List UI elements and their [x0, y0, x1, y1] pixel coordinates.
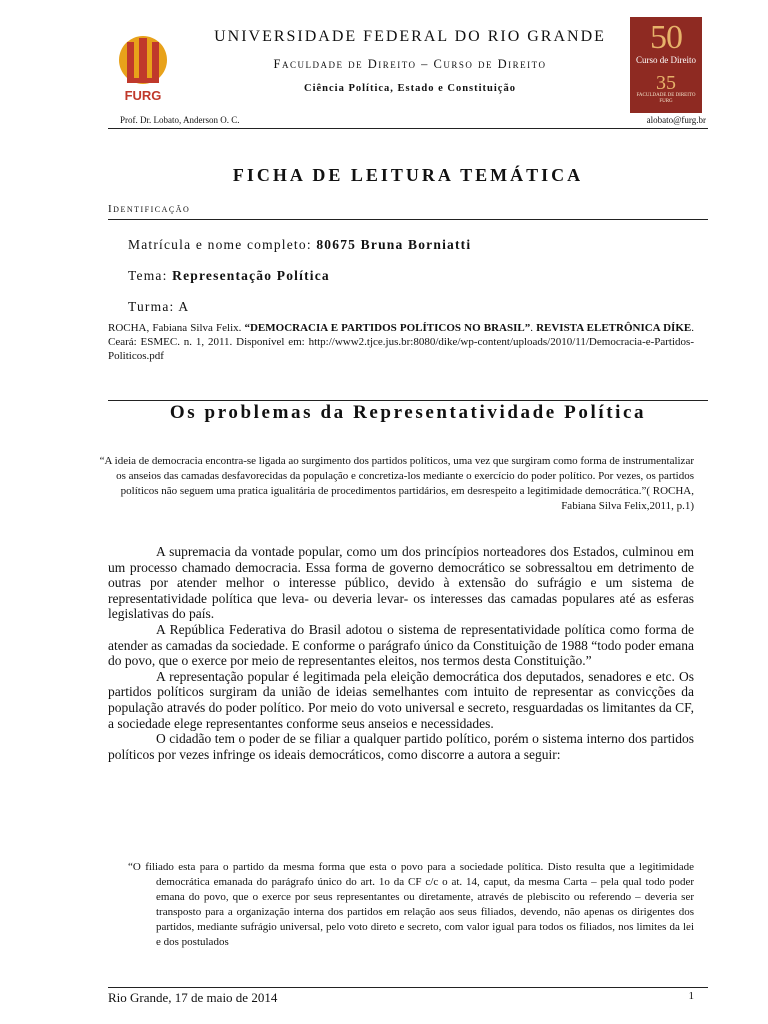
footer-rule [108, 987, 708, 988]
reference-journal: REVISTA ELETRÔNICA DÍKE [536, 322, 692, 334]
anniversary-logo-tiny: FACULDADE DE DIREITO FURG [636, 93, 696, 104]
tema-field [128, 268, 330, 284]
turma-field [128, 299, 189, 315]
document-title: FICHA DE LEITURA TEMÁTICA [232, 165, 584, 185]
reference-title: “DEMOCRACIA E PARTIDOS POLÍTICOS NO BRASIL” [244, 322, 531, 334]
paragraph: A República Federativa do Brasil adotou o sistema de representatividade política como forma de atender as camadas da sociedade. E conforme o parágrafo único da Constituição de 1988 “todo poder emana do povo, que o exerce por meio de representantes eleitos, nos termos desta Constituição.” [108, 621, 694, 669]
identification-rule [108, 219, 708, 220]
matricula-value: 80675 Bruna Borniatti [316, 237, 472, 252]
paragraph: A supremacia da vontade popular, como um dos princípios norteadores dos Estados, culminou em um processo chamado democracia. Essa forma de governo democrático se sobressaltou em detrimento de outras por atender melhor o interesse público, devido à extensão do sufrágio e um sistema de representatividade política que leva- ou deveria levar- os interesses das camadas populares até as esferas legislativas do país. [108, 544, 694, 622]
turma-label: Turma: [128, 299, 175, 314]
header-rule [108, 128, 708, 129]
reference-details: . Ceará: ESMEC. n. 1, 2011. Disponível em: http://www2.tjce.jus.br:8080/dike/wp-content/uploads/2010/11/Democracia-e-Partidos-Politicos.pdf [108, 322, 694, 362]
paragraph: A representação popular é legitimada pela eleição democrática dos deputados, senadores e etc. Os partidos políticos surgiram da união de ideias semelhantes com intuito de representar as convicções da população através do poder político. Por meio do voto universal e secreto, resguardadas os limitantes da CF, a sociedade elege representantes conforme seus anseios e necessidades. [108, 668, 694, 731]
section-title: Os problemas da Representatividade Política [169, 402, 647, 423]
opening-quote: “A ideia de democracia encontra-se ligada ao surgimento dos partidos políticos, uma vez que surgiram como forma de instrumentalizar os anseios das camadas desfavorecidas da população e concretiza-los mediante o exercício do poder político. Por vezes, os partidos políticos não seguem uma pratica igualitária de procedimentos partidários, em desrespeito a legitimidade democrática.”( ROCHA, Fabiana Silva Felix,2011, p.1) [99, 455, 694, 512]
matricula-label: Matrícula e nome completo: [128, 237, 312, 252]
professor-email: alobato@furg.br [646, 115, 706, 125]
tema-value: Representação Política [172, 268, 330, 283]
paragraph: O cidadão tem o poder de se filiar a qualquer partido político, porém o sistema interno dos partidos políticos por vezes infringe os ideais democráticos, como discorre a autora a seguir: [108, 731, 694, 762]
reference-author: ROCHA, Fabiana Silva Felix [108, 322, 239, 334]
anniversary-logo [630, 17, 702, 113]
bibliographic-reference: ROCHA, Fabiana Silva Felix. “DEMOCRACIA E PARTIDOS POLÍTICOS NO BRASIL”. REVISTA ELETRÔNICA DÍKE. Ceará: ESMEC. n. 1, 2011. Disponível em: http://www2.tjce.jus.br:8080/dike/wp-content/uploads/2010/11/Democracia-e-Partidos-Politicos.pdf [108, 322, 694, 362]
anniversary-logo-number: 50 [650, 19, 682, 56]
anniversary-logo-sub: Curso de Direito [636, 55, 696, 65]
anniversary-logo-number2: 35 [656, 72, 676, 94]
furg-logo-text: FURG [124, 88, 162, 103]
section-rule [108, 400, 708, 401]
furg-logo [113, 30, 185, 106]
page-number: 1 [688, 990, 694, 1002]
professor-name: Prof. Dr. Lobato, Anderson O. C. [120, 115, 240, 125]
body-text [108, 544, 694, 762]
identification-label: Identificação [108, 203, 191, 215]
turma-value: A [178, 299, 190, 314]
footer-place-date: Rio Grande, 17 de maio de 2014 [108, 990, 278, 1005]
discipline-name: Ciência Política, Estado e Constituição [304, 83, 516, 94]
tema-label: Tema: [128, 268, 168, 283]
block-quote: “O filiado esta para o partido da mesma forma que esta o povo para a sociedade política. Disto resulta que a legitimidade democrática emanada do parágrafo único do art. 1o da CF c/c o at. 14, caput, da mesma Carta – pela qual todo poder emana do povo, que o exerce por seus representantes ou diretamente, através de plebiscito ou referendo – deveria ser transposto para a organização interna dos partidos em relação aos seus filiados, devendo, não apenas os dirigentes dos partidos, mediante sufrágio universal, pelo voto direto e secreto, com valor igual para todos os filiados, nos limites da lei e dos postulados [128, 861, 694, 948]
faculty-name: Faculdade de Direito – Curso de Direito [273, 57, 547, 71]
matricula-field [128, 237, 471, 253]
university-name: UNIVERSIDADE FEDERAL DO RIO GRANDE [214, 28, 606, 45]
